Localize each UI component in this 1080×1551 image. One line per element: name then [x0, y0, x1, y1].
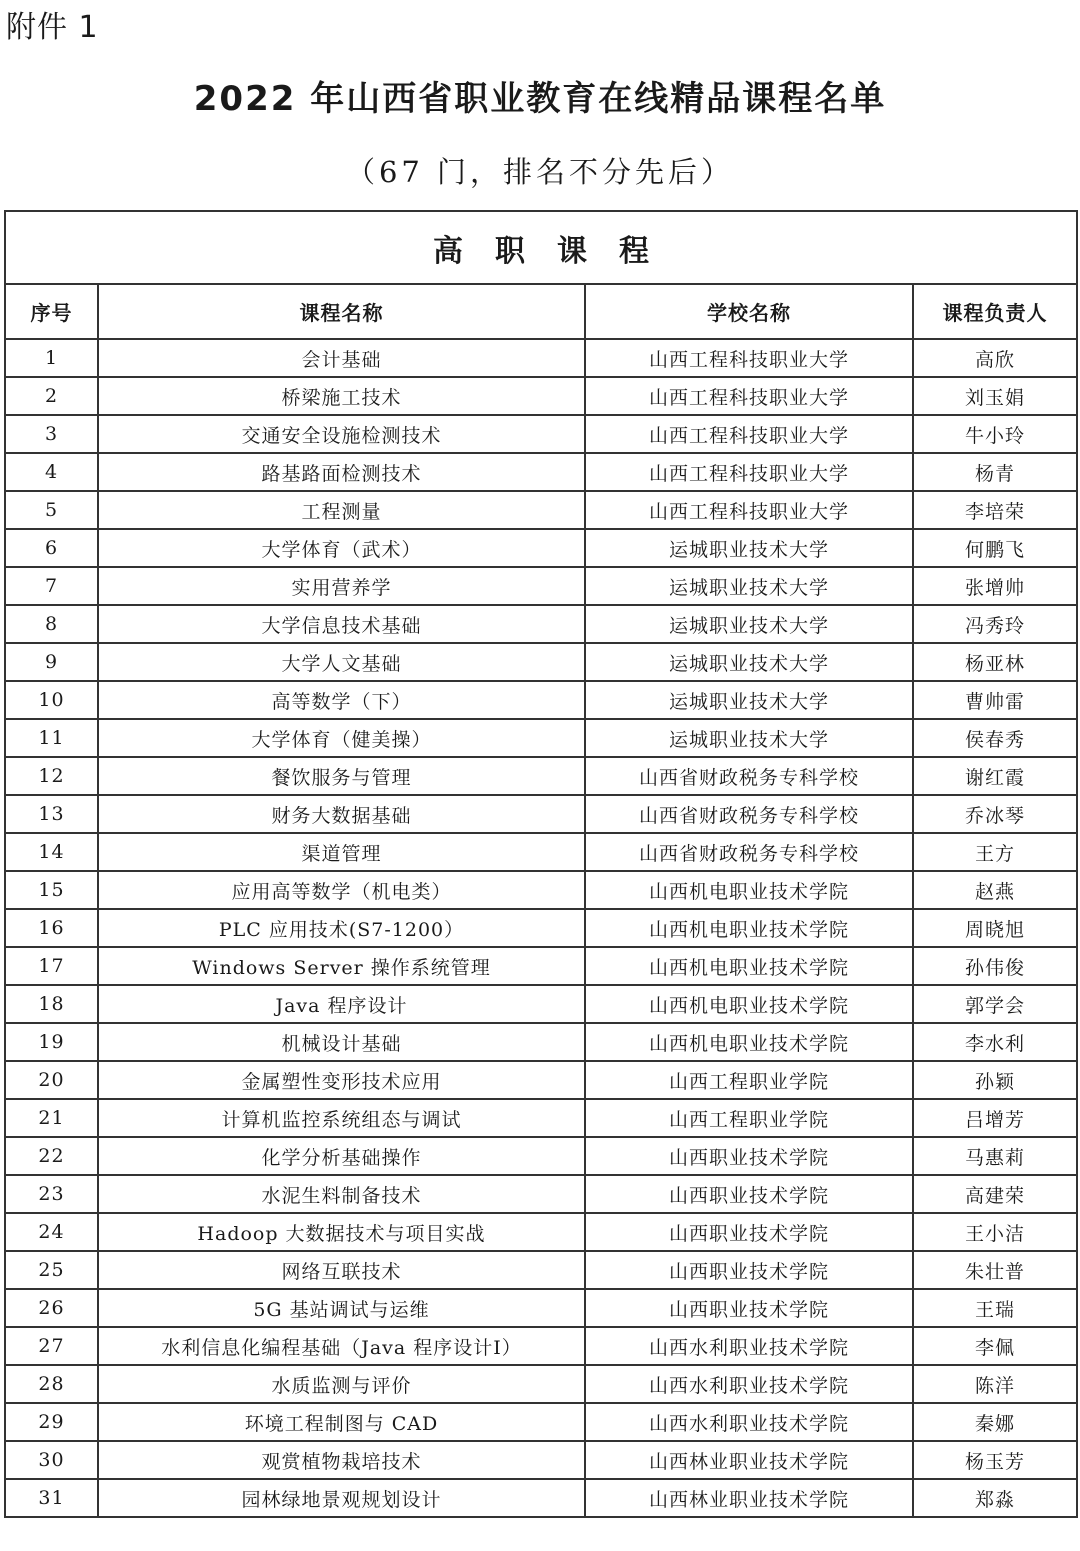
- cell-course-name: 交通安全设施检测技术: [98, 415, 585, 453]
- cell-course-name: 会计基础: [98, 339, 585, 377]
- cell-school-name: 山西机电职业技术学院: [585, 1023, 913, 1061]
- table-row: [5, 871, 1077, 909]
- cell-course-name: 财务大数据基础: [98, 795, 585, 833]
- cell-index: 13: [5, 795, 98, 833]
- cell-course-name: 大学体育（武术）: [98, 529, 585, 567]
- cell-index: 5: [5, 491, 98, 529]
- cell-school-name: 山西省财政税务专科学校: [585, 833, 913, 871]
- cell-course-name: 实用营养学: [98, 567, 585, 605]
- table-row: [5, 719, 1077, 757]
- column-header-school: 学校名称: [585, 284, 913, 339]
- cell-course-name: 大学信息技术基础: [98, 605, 585, 643]
- cell-course-name: 环境工程制图与 CAD: [98, 1403, 585, 1441]
- cell-course-leader: 吕增芳: [913, 1099, 1077, 1137]
- cell-course-name: Java 程序设计: [98, 985, 585, 1023]
- cell-index: 18: [5, 985, 98, 1023]
- cell-course-leader: 李培荣: [913, 491, 1077, 529]
- cell-index: 19: [5, 1023, 98, 1061]
- cell-course-leader: 杨青: [913, 453, 1077, 491]
- cell-school-name: 山西职业技术学院: [585, 1137, 913, 1175]
- table-row: [5, 415, 1077, 453]
- cell-course-leader: 孙颖: [913, 1061, 1077, 1099]
- cell-school-name: 运城职业技术大学: [585, 643, 913, 681]
- cell-course-leader: 王小洁: [913, 1213, 1077, 1251]
- cell-course-name: 大学人文基础: [98, 643, 585, 681]
- cell-school-name: 山西水利职业技术学院: [585, 1327, 913, 1365]
- column-header-leader: 课程负责人: [913, 284, 1077, 339]
- cell-index: 25: [5, 1251, 98, 1289]
- cell-index: 8: [5, 605, 98, 643]
- cell-course-leader: 乔冰琴: [913, 795, 1077, 833]
- cell-index: 17: [5, 947, 98, 985]
- cell-school-name: 运城职业技术大学: [585, 719, 913, 757]
- cell-course-leader: 李水利: [913, 1023, 1077, 1061]
- cell-index: 9: [5, 643, 98, 681]
- cell-school-name: 山西省财政税务专科学校: [585, 757, 913, 795]
- cell-index: 7: [5, 567, 98, 605]
- table-row: [5, 947, 1077, 985]
- document-title: 2022 年山西省职业教育在线精品课程名单: [193, 79, 887, 119]
- cell-course-name: 观赏植物栽培技术: [98, 1441, 585, 1479]
- table-row: [5, 1479, 1077, 1517]
- cell-index: 14: [5, 833, 98, 871]
- cell-school-name: 山西职业技术学院: [585, 1289, 913, 1327]
- table-row: [5, 491, 1077, 529]
- table-row: [5, 1251, 1077, 1289]
- cell-school-name: 山西职业技术学院: [585, 1175, 913, 1213]
- attachment-label: 附件 1: [6, 10, 99, 45]
- cell-course-name: 高等数学（下）: [98, 681, 585, 719]
- cell-school-name: 山西机电职业技术学院: [585, 909, 913, 947]
- table-row: [5, 757, 1077, 795]
- cell-index: 26: [5, 1289, 98, 1327]
- cell-school-name: 运城职业技术大学: [585, 567, 913, 605]
- cell-index: 6: [5, 529, 98, 567]
- cell-course-name: 桥梁施工技术: [98, 377, 585, 415]
- table-row: [5, 605, 1077, 643]
- cell-course-leader: 王方: [913, 833, 1077, 871]
- cell-course-name: 路基路面检测技术: [98, 453, 585, 491]
- cell-course-name: PLC 应用技术(S7-1200）: [98, 909, 585, 947]
- cell-index: 23: [5, 1175, 98, 1213]
- cell-course-name: 水利信息化编程基础（Java 程序设计Ⅰ）: [98, 1327, 585, 1365]
- table-row: [5, 1365, 1077, 1403]
- cell-course-name: 园林绿地景观规划设计: [98, 1479, 585, 1517]
- section-header-row: [5, 211, 1077, 284]
- table-row: [5, 567, 1077, 605]
- document-subtitle: （67 门，排名不分先后）: [345, 155, 735, 189]
- cell-course-name: 5G 基站调试与运维: [98, 1289, 585, 1327]
- cell-course-leader: 朱壮普: [913, 1251, 1077, 1289]
- cell-index: 4: [5, 453, 98, 491]
- cell-index: 21: [5, 1099, 98, 1137]
- cell-course-leader: 何鹏飞: [913, 529, 1077, 567]
- cell-course-leader: 高建荣: [913, 1175, 1077, 1213]
- cell-index: 12: [5, 757, 98, 795]
- cell-index: 16: [5, 909, 98, 947]
- cell-course-leader: 侯春秀: [913, 719, 1077, 757]
- cell-school-name: 山西工程科技职业大学: [585, 377, 913, 415]
- table-row: [5, 681, 1077, 719]
- cell-course-leader: 秦娜: [913, 1403, 1077, 1441]
- cell-school-name: 山西水利职业技术学院: [585, 1403, 913, 1441]
- cell-index: 27: [5, 1327, 98, 1365]
- cell-course-name: 大学体育（健美操）: [98, 719, 585, 757]
- cell-school-name: 运城职业技术大学: [585, 529, 913, 567]
- cell-school-name: 山西省财政税务专科学校: [585, 795, 913, 833]
- cell-course-name: 网络互联技术: [98, 1251, 585, 1289]
- table-row: [5, 1289, 1077, 1327]
- cell-school-name: 山西机电职业技术学院: [585, 871, 913, 909]
- table-row: [5, 1403, 1077, 1441]
- cell-course-name: 机械设计基础: [98, 1023, 585, 1061]
- cell-course-leader: 马惠莉: [913, 1137, 1077, 1175]
- cell-course-leader: 杨玉芳: [913, 1441, 1077, 1479]
- cell-course-leader: 刘玉娟: [913, 377, 1077, 415]
- table-row: [5, 795, 1077, 833]
- cell-school-name: 山西工程职业学院: [585, 1099, 913, 1137]
- cell-course-leader: 杨亚林: [913, 643, 1077, 681]
- cell-school-name: 山西工程科技职业大学: [585, 339, 913, 377]
- cell-school-name: 山西工程科技职业大学: [585, 415, 913, 453]
- cell-course-leader: 郭学会: [913, 985, 1077, 1023]
- cell-index: 3: [5, 415, 98, 453]
- cell-course-leader: 周晓旭: [913, 909, 1077, 947]
- table-row: [5, 529, 1077, 567]
- cell-index: 30: [5, 1441, 98, 1479]
- cell-course-leader: 曹帅雷: [913, 681, 1077, 719]
- column-header-course: 课程名称: [98, 284, 585, 339]
- table-row: [5, 1213, 1077, 1251]
- cell-course-leader: 孙伟俊: [913, 947, 1077, 985]
- table-row: [5, 1137, 1077, 1175]
- section-title: 高职课程: [5, 211, 1077, 284]
- cell-course-leader: 谢红霞: [913, 757, 1077, 795]
- cell-course-leader: 冯秀玲: [913, 605, 1077, 643]
- cell-school-name: 运城职业技术大学: [585, 681, 913, 719]
- table-row: [5, 1023, 1077, 1061]
- table-row: [5, 1099, 1077, 1137]
- table-row: [5, 1175, 1077, 1213]
- cell-course-leader: 赵燕: [913, 871, 1077, 909]
- cell-school-name: 山西职业技术学院: [585, 1251, 913, 1289]
- cell-course-leader: 李佩: [913, 1327, 1077, 1365]
- cell-index: 20: [5, 1061, 98, 1099]
- cell-course-name: 计算机监控系统组态与调试: [98, 1099, 585, 1137]
- cell-course-name: 工程测量: [98, 491, 585, 529]
- cell-course-leader: 陈洋: [913, 1365, 1077, 1403]
- table-body: [5, 339, 1077, 1517]
- table-row: [5, 1327, 1077, 1365]
- cell-course-leader: 郑淼: [913, 1479, 1077, 1517]
- cell-index: 31: [5, 1479, 98, 1517]
- cell-course-leader: 牛小玲: [913, 415, 1077, 453]
- table-row: [5, 1441, 1077, 1479]
- cell-course-name: Hadoop 大数据技术与项目实战: [98, 1213, 585, 1251]
- table-row: [5, 643, 1077, 681]
- table-row: [5, 377, 1077, 415]
- cell-course-name: 水质监测与评价: [98, 1365, 585, 1403]
- cell-school-name: 山西职业技术学院: [585, 1213, 913, 1251]
- cell-school-name: 山西水利职业技术学院: [585, 1365, 913, 1403]
- cell-course-name: 餐饮服务与管理: [98, 757, 585, 795]
- cell-course-name: 金属塑性变形技术应用: [98, 1061, 585, 1099]
- cell-course-leader: 张增帅: [913, 567, 1077, 605]
- column-header-row: [5, 284, 1077, 339]
- table-row: [5, 453, 1077, 491]
- table-row: [5, 985, 1077, 1023]
- cell-course-leader: 高欣: [913, 339, 1077, 377]
- cell-course-name: 渠道管理: [98, 833, 585, 871]
- cell-course-name: 化学分析基础操作: [98, 1137, 585, 1175]
- cell-index: 22: [5, 1137, 98, 1175]
- cell-school-name: 运城职业技术大学: [585, 605, 913, 643]
- table-row: [5, 339, 1077, 377]
- cell-school-name: 山西林业职业技术学院: [585, 1479, 913, 1517]
- cell-course-name: 应用高等数学（机电类）: [98, 871, 585, 909]
- course-table: [4, 210, 1078, 1518]
- cell-school-name: 山西机电职业技术学院: [585, 947, 913, 985]
- cell-index: 28: [5, 1365, 98, 1403]
- cell-school-name: 山西工程科技职业大学: [585, 491, 913, 529]
- cell-index: 15: [5, 871, 98, 909]
- table-row: [5, 833, 1077, 871]
- cell-course-name: 水泥生料制备技术: [98, 1175, 585, 1213]
- cell-course-name: Windows Server 操作系统管理: [98, 947, 585, 985]
- cell-index: 24: [5, 1213, 98, 1251]
- cell-index: 2: [5, 377, 98, 415]
- cell-school-name: 山西机电职业技术学院: [585, 985, 913, 1023]
- table-row: [5, 909, 1077, 947]
- cell-school-name: 山西工程职业学院: [585, 1061, 913, 1099]
- column-header-index: 序号: [5, 284, 98, 339]
- cell-course-leader: 王瑞: [913, 1289, 1077, 1327]
- cell-index: 10: [5, 681, 98, 719]
- table-row: [5, 1061, 1077, 1099]
- cell-index: 1: [5, 339, 98, 377]
- cell-school-name: 山西林业职业技术学院: [585, 1441, 913, 1479]
- cell-school-name: 山西工程科技职业大学: [585, 453, 913, 491]
- cell-index: 11: [5, 719, 98, 757]
- cell-index: 29: [5, 1403, 98, 1441]
